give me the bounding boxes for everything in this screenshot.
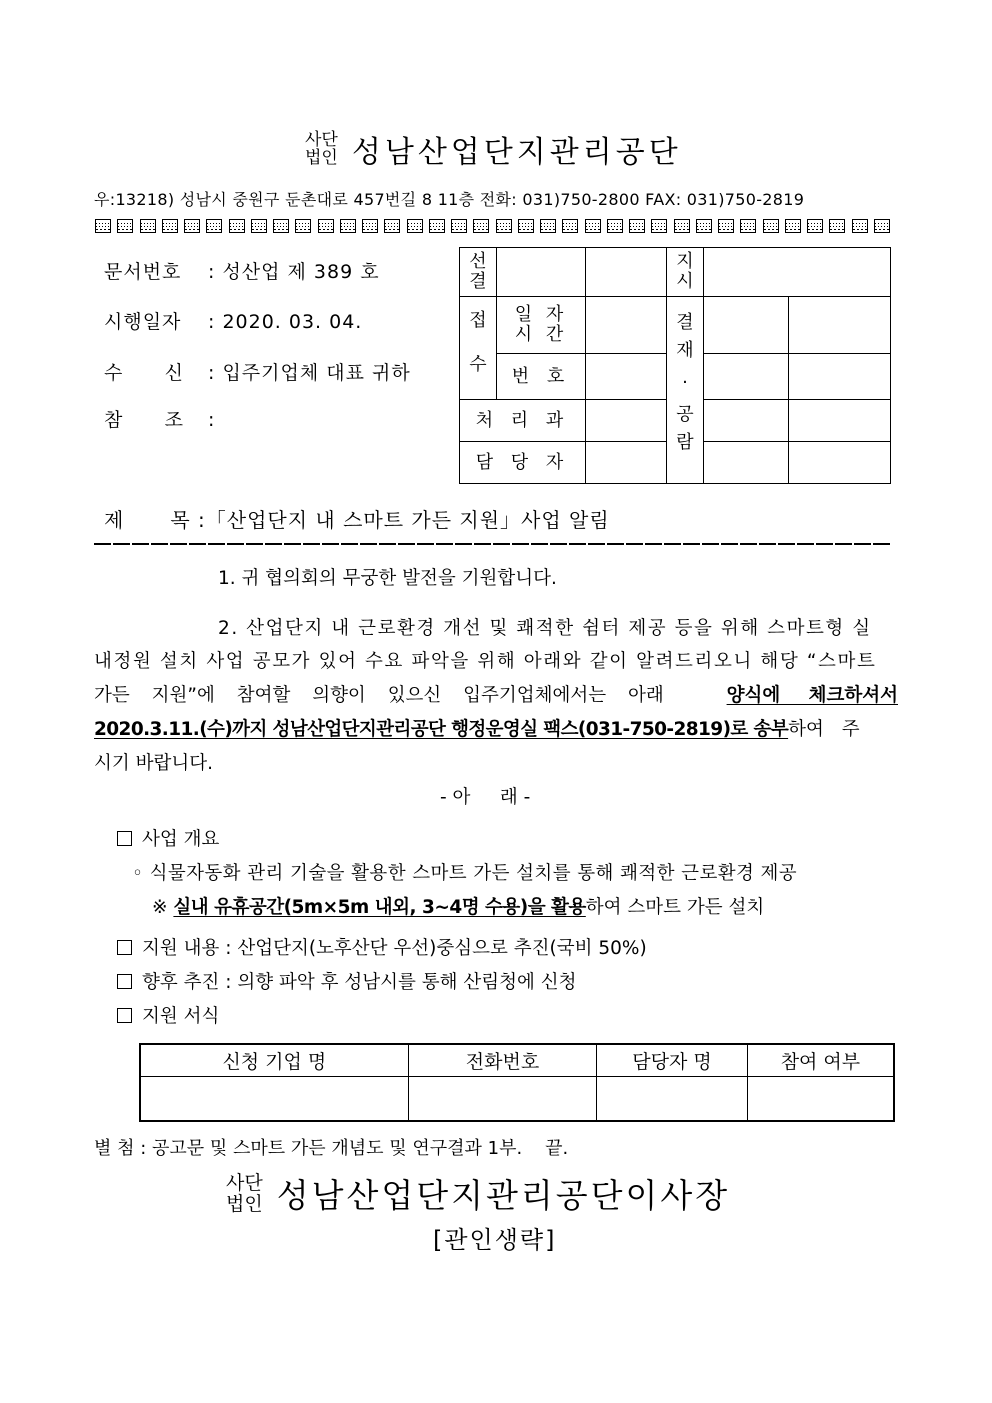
pattern-box — [874, 219, 890, 233]
subject-label-b: 목 — [170, 508, 191, 532]
pattern-box — [629, 219, 645, 233]
jeopsu-label: 접 수 — [460, 297, 497, 400]
item-support-text: 지원 내용 : 산업단지(노후산단 우선)중심으로 추진(국비 50%) — [142, 938, 647, 959]
signature-corp-type-bottom: 법인 — [226, 1192, 263, 1215]
beonho-label: 번 호 — [497, 354, 586, 400]
pattern-box — [451, 219, 467, 233]
seongyeol-label: 선결 — [460, 248, 497, 297]
item-support — [117, 940, 647, 959]
signature-block — [226, 1170, 730, 1217]
pattern-box — [674, 219, 690, 233]
ilja-sigan-label: 일 자 시 간 — [497, 297, 586, 354]
form-header-row — [140, 1044, 894, 1077]
paragraph-1: 1. 귀 협의회의 무궁한 발전을 기원합니다. — [218, 568, 557, 589]
below-heading: - 아 래 - — [440, 787, 531, 808]
pattern-box — [95, 219, 111, 233]
pattern-box — [763, 219, 779, 233]
paragraph-2-line-3 — [94, 687, 898, 706]
p2-line3-emphasis: 양식에 체크하셔서 — [726, 685, 898, 706]
pattern-box — [117, 219, 133, 233]
jisi-cell — [704, 248, 891, 297]
item-future — [117, 974, 576, 993]
seongyeol-cell-2 — [586, 248, 667, 297]
subject-line — [104, 510, 610, 530]
seongyeol-cell-1 — [497, 248, 586, 297]
recipient-value: : 입주기업체 대표 귀하 — [208, 362, 411, 384]
note-mark: ※ — [152, 897, 168, 918]
pattern-box — [852, 219, 868, 233]
form-header-participation: 참여 여부 — [747, 1044, 894, 1077]
date-value: : 2020. 03. 04. — [208, 311, 363, 333]
item-overview — [117, 831, 219, 850]
subject-separator — [94, 543, 890, 545]
p2-line2-text: 내정원 설치 사업 공모가 있어 수요 파악을 위해 아래와 같이 알려드리오니 해당 “스마트 — [94, 651, 877, 672]
doc-number-label: 문서번호 — [104, 261, 182, 283]
pattern-box — [785, 219, 801, 233]
corp-type-top: 사단 — [305, 130, 338, 150]
item-overview-detail: ◦ 식물자동화 관리 기술을 활용한 스마트 가든 설치를 통해 쾌적한 근로환경 제공 — [132, 863, 798, 884]
pattern-box — [229, 219, 245, 233]
approval-cell-1a — [704, 297, 789, 354]
approval-cell-4a — [704, 442, 789, 484]
seal-note: [관인생략] — [433, 1226, 557, 1254]
recipient-row — [104, 364, 411, 383]
p2-line3-text: 가든 지원”에 참여할 의향이 있으신 입주기업체에서는 아래 — [94, 685, 664, 706]
paragraph-2-line-4 — [94, 721, 898, 740]
approval-cell-4b — [789, 442, 891, 484]
pattern-box — [829, 219, 845, 233]
item-overview-note — [152, 899, 764, 918]
corp-type — [305, 131, 338, 167]
cheorigwa-label: 처 리 과 — [460, 400, 586, 442]
note-emphasis: 실내 유휴공간(5m×5m 내외, 3~4명 수용)을 활용 — [173, 897, 586, 918]
pattern-box — [696, 219, 712, 233]
form-header-company: 신청 기업 명 — [140, 1044, 408, 1077]
approval-table — [459, 247, 891, 484]
approval-cell-1b — [789, 297, 891, 354]
item-form-text: 지원 서식 — [142, 1006, 220, 1027]
item-overview-text: 사업 개요 — [142, 829, 220, 850]
recipient-label-b: 신 — [164, 362, 184, 384]
pattern-box — [740, 219, 756, 233]
address-line: 우:13218) 성남시 중원구 둔촌대로 457번길 8 11층 전화: 031)750-2800 FAX: 031)750-2819 — [94, 190, 805, 209]
doc-number-value: : 성산업 제 389 호 — [208, 261, 380, 283]
pattern-box — [318, 219, 334, 233]
form-cell-phone[interactable] — [408, 1077, 596, 1122]
cheorigwa-cell — [586, 400, 667, 442]
p2-line4-text: 하여 주 — [788, 719, 860, 740]
pattern-box — [162, 219, 178, 233]
checkbox-icon — [117, 974, 132, 989]
pattern-box — [496, 219, 512, 233]
attachment-line: 별 첨 : 공고문 및 스마트 가든 개념도 및 연구결과 1부. 끝. — [94, 1138, 569, 1159]
pattern-box — [562, 219, 578, 233]
approval-cell-3b — [789, 400, 891, 442]
pattern-box — [473, 219, 489, 233]
form-header-contact: 담당자 명 — [597, 1044, 748, 1077]
pattern-box — [251, 219, 267, 233]
jisi-label: 지시 — [667, 248, 704, 297]
approval-cell-2b — [789, 354, 891, 400]
signature-corp-type-top: 사단 — [226, 1171, 263, 1194]
item-future-text: 향후 추진 : 의향 파악 후 성남시를 통해 산림청에 신청 — [142, 972, 577, 993]
reference-label-b: 조 — [164, 409, 184, 431]
damdangja-label: 담 당 자 — [460, 442, 586, 484]
signature-name: 성남산업단지관리공단이사장 — [276, 1176, 731, 1215]
reference-label-a: 참 — [104, 409, 124, 431]
pattern-box — [718, 219, 734, 233]
form-header-phone: 전화번호 — [408, 1044, 596, 1077]
damdangja-cell — [586, 442, 667, 484]
pattern-box — [184, 219, 200, 233]
org-name: 성남산업단지관리공단 — [351, 135, 682, 170]
beonho-cell — [586, 354, 667, 400]
item-form — [117, 1008, 219, 1027]
pattern-box — [429, 219, 445, 233]
corp-type-bottom: 법인 — [305, 148, 338, 168]
form-cell-company[interactable] — [140, 1077, 408, 1122]
paragraph-2-line-5: 시기 바랍니다. — [94, 753, 213, 774]
recipient-label-a: 수 — [104, 362, 124, 384]
form-row — [140, 1077, 894, 1122]
note-text: 하여 스마트 가든 설치 — [585, 897, 765, 918]
reference-row — [104, 411, 215, 430]
pattern-box — [585, 219, 601, 233]
ilja-sigan-cell — [586, 297, 667, 354]
pattern-divider — [95, 219, 890, 235]
form-cell-contact[interactable] — [597, 1077, 748, 1122]
date-row — [104, 313, 362, 332]
paragraph-2-line-2 — [94, 653, 898, 672]
pattern-box — [651, 219, 667, 233]
approval-cell-2a — [704, 354, 789, 400]
pattern-box — [807, 219, 823, 233]
gyeoljae-gongram-label: 결 재 · 공 람 — [667, 297, 704, 484]
pattern-box — [140, 219, 156, 233]
recipient-label — [104, 364, 184, 383]
pattern-box — [273, 219, 289, 233]
subject-value: :「산업단지 내 스마트 가든 지원」사업 알림 — [198, 508, 610, 532]
subject-label-a: 제 — [104, 508, 125, 532]
pattern-box — [518, 219, 534, 233]
approval-cell-3a — [704, 400, 789, 442]
p2-line1-text: 2. 산업단지 내 근로환경 개선 및 쾌적한 쉼터 제공 등을 위해 스마트형 실 — [218, 618, 872, 639]
pattern-box — [206, 219, 222, 233]
signature-corp-type — [226, 1173, 263, 1215]
pattern-box — [407, 219, 423, 233]
pattern-box — [340, 219, 356, 233]
checkbox-icon — [117, 940, 132, 955]
doc-number-row — [104, 263, 380, 282]
pattern-box — [540, 219, 556, 233]
date-label: 시행일자 — [104, 311, 182, 333]
form-cell-participation[interactable] — [747, 1077, 894, 1122]
reference-value: : — [208, 409, 216, 431]
pattern-box — [362, 219, 378, 233]
org-title — [305, 127, 682, 171]
pattern-box — [607, 219, 623, 233]
checkbox-icon — [117, 831, 132, 846]
reference-label — [104, 411, 184, 430]
p2-line4-emphasis: 2020.3.11.(수)까지 성남산업단지관리공단 행정운영실 팩스(031-750-2819)로 송부 — [94, 719, 789, 740]
pattern-box — [384, 219, 400, 233]
application-form-table — [139, 1043, 895, 1122]
paragraph-2-line-1 — [218, 620, 898, 639]
pattern-box — [295, 219, 311, 233]
checkbox-icon — [117, 1008, 132, 1023]
